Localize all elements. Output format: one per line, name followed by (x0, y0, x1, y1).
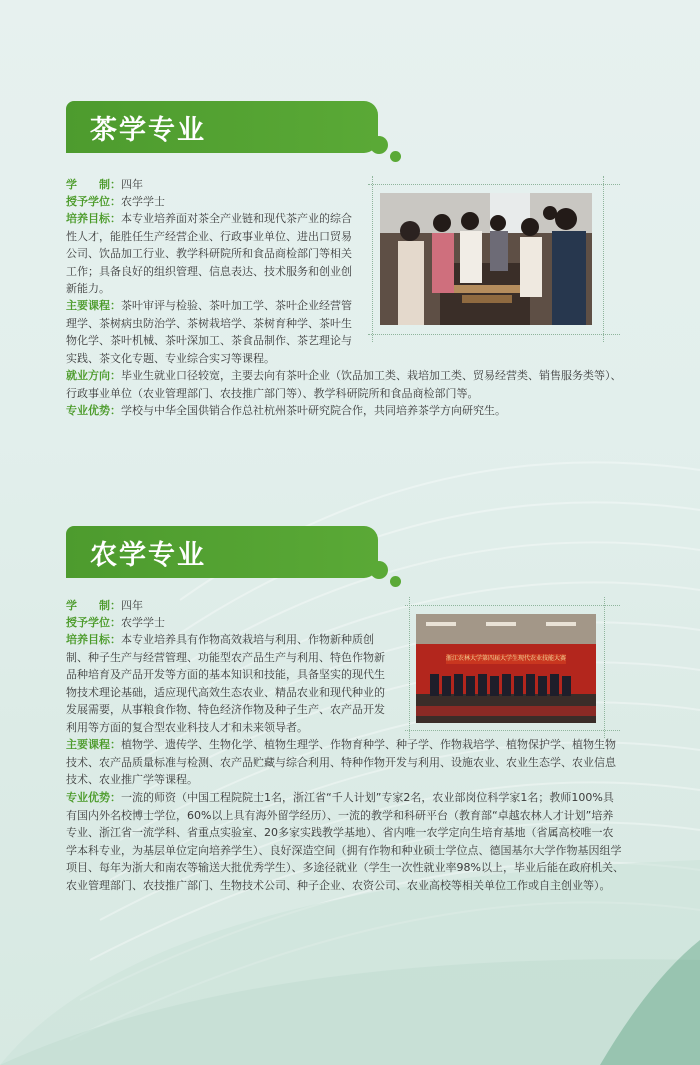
goal-text: 本专业培养面对茶全产业链和现代茶产业的综合性人才，能胜任生产经营企业、行政事业单位、进出口贸易公司、饮品加工行业、教学科研院所和食品商检部门等相关工作；具备良好的组织管理、信息表达、技术服务和创业创新能力。 (66, 212, 352, 295)
duration-value: 四年 (121, 178, 143, 191)
agronomy-event-photo (416, 614, 596, 723)
courses-text: 植物学、遗传学、生物化学、植物生理学、作物育种学、种子学、作物栽培学、植物保护学、植物生物技术、农产品质量标准与检测、农产品贮藏与综合利用、特种作物开发与利用、设施农业、农业生态学、农业信息技术、农业推广学等课程。 (66, 738, 616, 786)
degree-label: 授予学位： (66, 195, 121, 208)
courses-label: 主要课程： (66, 299, 121, 312)
advantage-text: 一流的师资（中国工程院院士1名，浙江省“千人计划”专家2名，农业部岗位科学家1名；教师100%具有国内外名校博士学位，60%以上具有海外留学经历）、一流的教学和科研平台（教育部“卓越农林人才计划”培养专业、浙江省一流学科、省重点实验室、20多家实践教学基地）、省内唯一农学定向生培育基地（省属高校唯一农学本科专业，为基层单位定向培养学生）、良好深造空间（拥有作物和种业硕士学位点、德国基尔大学作物基因组学项目、每年为浙大和南农等输送大批优秀学生）、多途径就业（学生一次性就业率98%以上，毕业后能在政府机关、农业管理部门、农技推广部门、生物技术公司、种子企业、农资公司、农业高校等相关单位工作或自主创业等）。 (66, 791, 624, 892)
degree-label: 授予学位： (66, 616, 121, 629)
decor-dot (390, 576, 401, 587)
agronomy-duration (66, 597, 366, 615)
advantage-label: 专业优势： (66, 404, 121, 417)
frame-line (405, 605, 620, 606)
goal-label: 培养目标： (66, 633, 121, 646)
courses-text: 茶叶审评与检验、茶叶加工学、茶叶企业经营管理学、茶树病虫防治学、茶树栽培学、茶树育种学、茶叶生物化学、茶叶机械、茶叶深加工、茶食品制作、茶艺理论与实践、茶文化专题、专业综合实习等课程。 (66, 299, 352, 365)
advantage-text: 学校与中华全国供销合作总社杭州茶叶研究院合作，共同培养茶学方向研究生。 (121, 404, 506, 417)
section-title: 茶学专业 (90, 115, 206, 146)
event-banner-text: 浙江农林大学第四届大学生现代农业技能大赛 (446, 655, 566, 662)
degree-value: 农学学士 (121, 616, 165, 629)
section-title-banner (66, 526, 378, 578)
duration-label: 学 制： (66, 178, 121, 191)
duration-value: 四年 (121, 599, 143, 612)
section-title: 农学专业 (90, 540, 206, 571)
agronomy-goal (66, 631, 386, 736)
duration-label: 学 制： (66, 599, 121, 612)
employment-label: 就业方向： (66, 369, 121, 382)
goal-text: 本专业培养具有作物高效栽培与利用、作物新种质创制、种子生产与经营管理、功能型农产品生产与利用、特色作物新品种培育及产品开发等方面的基本知识和技能，具备坚实的现代生物技术理论基础，适应现代高效生态农业、精品农业和现代种业的发展需要，从事粮食作物、特色经济作物及种子生产、农产品开发利用等方面的复合型农业科技人才和未来领导者。 (66, 633, 385, 734)
advantage-label: 专业优势： (66, 791, 121, 804)
decor-dot (370, 561, 388, 579)
agronomy-degree (66, 614, 366, 632)
employment-text: 毕业生就业口径较宽，主要去向有茶叶企业（饮品加工类、栽培加工类、贸易经营类、销售服务类等）、行政事业单位（农业管理部门、农技推广部门等）、教学科研院所和食品商检部门等。 (66, 369, 622, 400)
goal-label: 培养目标： (66, 212, 121, 225)
frame-line (405, 730, 620, 731)
agronomy-courses (66, 736, 624, 789)
agronomy-advantage (66, 789, 624, 894)
courses-label: 主要课程： (66, 738, 121, 751)
frame-line (604, 597, 605, 738)
degree-value: 农学学士 (121, 195, 165, 208)
frame-line (409, 597, 410, 738)
